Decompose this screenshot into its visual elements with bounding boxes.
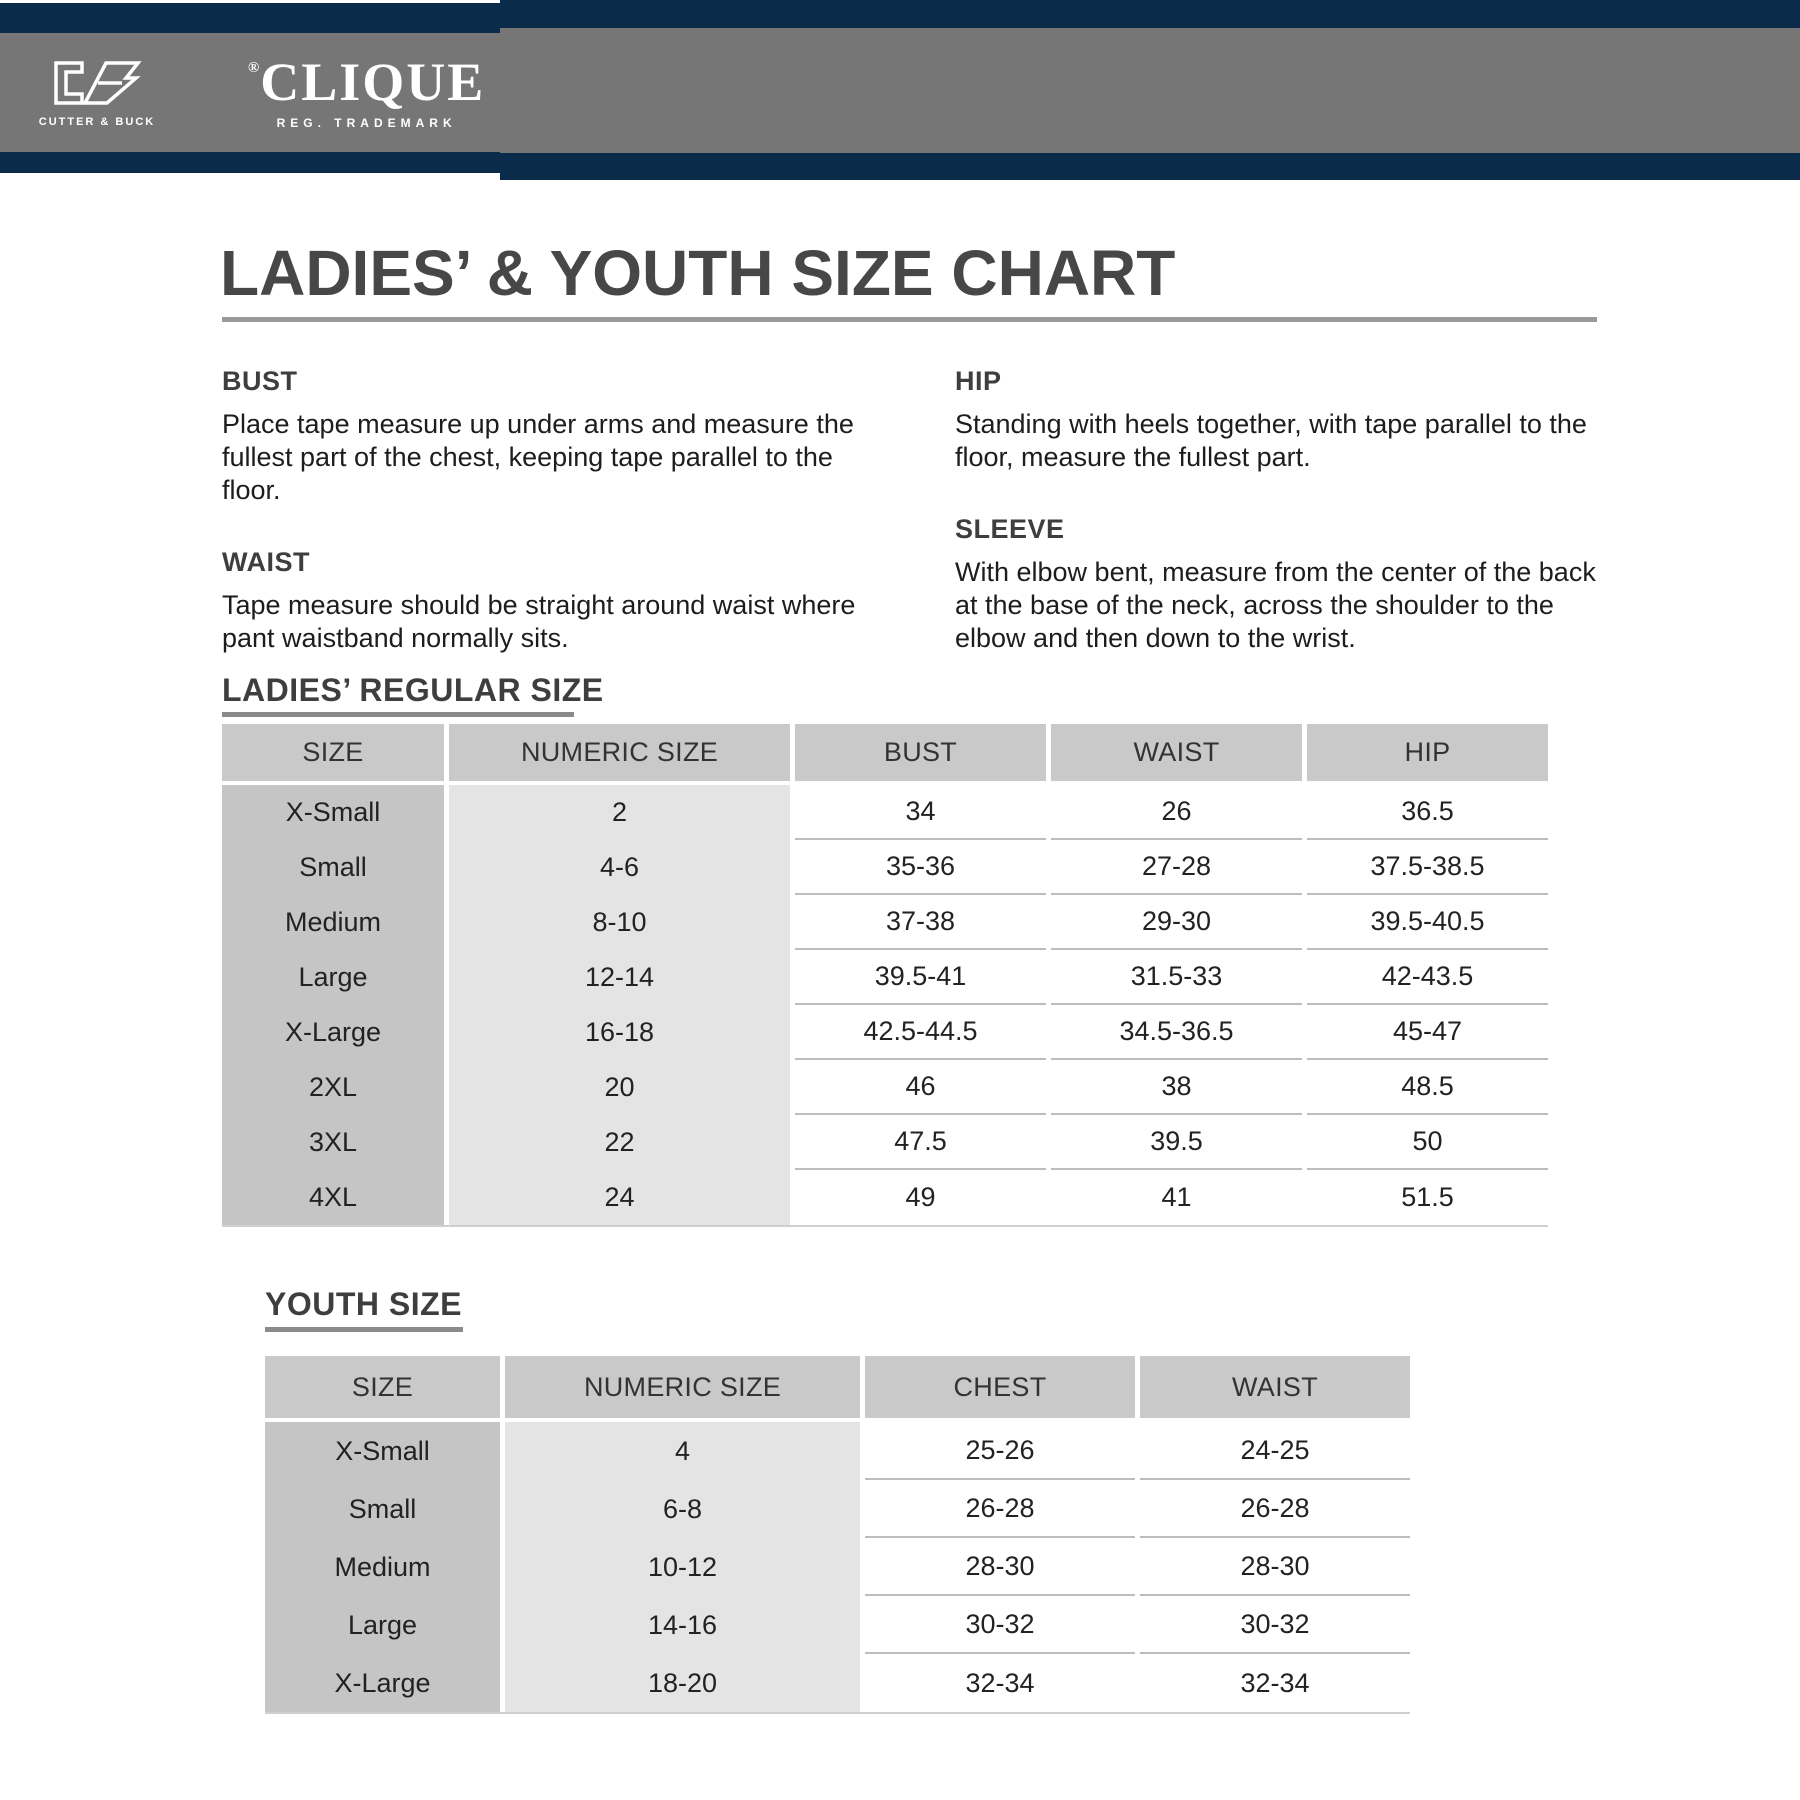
table-cell: Large	[222, 950, 444, 1005]
table-cell: 32-34	[865, 1654, 1135, 1712]
clique-logo	[248, 52, 486, 130]
youth-col-numeric-size: NUMERIC SIZE	[505, 1356, 860, 1422]
table-cell: Large	[265, 1596, 500, 1654]
gray-stripe	[500, 28, 1800, 153]
table-cell: 46	[795, 1060, 1046, 1115]
table-cell: 47.5	[795, 1115, 1046, 1170]
table-cell: X-Large	[265, 1654, 500, 1712]
table-cell: 30-32	[1140, 1596, 1410, 1654]
table-cell: 35-36	[795, 840, 1046, 895]
table-cell: 24	[449, 1170, 790, 1225]
clique-reg-trademark-label: REG. TRADEMARK	[276, 116, 457, 130]
waist-instruction	[222, 547, 887, 655]
title-underline	[222, 317, 1597, 322]
table-cell: 39.5-40.5	[1307, 895, 1548, 950]
hip-text: Standing with heels together, with tape parallel to the floor, measure the fullest part.	[955, 409, 1587, 472]
clique-word-text: CLIQUE	[260, 52, 486, 112]
table-cell: Small	[222, 840, 444, 895]
youth-col-waist: WAIST	[1140, 1356, 1410, 1422]
bust-heading: BUST	[222, 366, 298, 396]
table-cell: 48.5	[1307, 1060, 1548, 1115]
table-cell: X-Large	[222, 1005, 444, 1060]
table-cell: 4	[505, 1422, 860, 1480]
youth-size-table	[265, 1356, 1410, 1714]
table-cell: 41	[1051, 1170, 1302, 1225]
table-cell: 51.5	[1307, 1170, 1548, 1225]
table-cell: Small	[265, 1480, 500, 1538]
ladies-col-size: SIZE	[222, 724, 444, 785]
table-cell: 42.5-44.5	[795, 1005, 1046, 1060]
navy-stripe	[500, 0, 1800, 28]
table-cell: 4-6	[449, 840, 790, 895]
table-cell: 34	[795, 785, 1046, 840]
instructions-right-column	[955, 366, 1620, 655]
ladies-col-numeric-size: NUMERIC SIZE	[449, 724, 790, 785]
table-cell: X-Small	[265, 1422, 500, 1480]
waist-text: Tape measure should be straight around waist where pant waistband normally sits.	[222, 590, 856, 653]
table-cell: 30-32	[865, 1596, 1135, 1654]
bust-instruction	[222, 366, 887, 507]
page-title: LADIES’ & YOUTH SIZE CHART	[220, 237, 1176, 309]
table-cell: 24-25	[1140, 1422, 1410, 1480]
table-cell: 26	[1051, 785, 1302, 840]
table-cell: 38	[1051, 1060, 1302, 1115]
header-left-band	[0, 3, 500, 173]
hip-heading: HIP	[955, 366, 1002, 396]
table-cell: 2	[449, 785, 790, 840]
instructions-left-column	[222, 366, 887, 655]
table-cell: 39.5	[1051, 1115, 1302, 1170]
table-cell: 37.5-38.5	[1307, 840, 1548, 895]
table-cell: 42-43.5	[1307, 950, 1548, 1005]
ladies-heading-underline	[222, 712, 574, 717]
ladies-section-heading: LADIES’ REGULAR SIZE	[222, 672, 604, 708]
registered-symbol: ®	[248, 60, 260, 76]
table-cell: 37-38	[795, 895, 1046, 950]
table-cell: 50	[1307, 1115, 1548, 1170]
navy-stripe	[0, 3, 500, 33]
sleeve-instruction	[955, 514, 1620, 655]
navy-stripe	[0, 152, 500, 173]
table-cell: 20	[449, 1060, 790, 1115]
logo-band	[0, 33, 500, 152]
table-cell: 29-30	[1051, 895, 1302, 950]
youth-section-heading: YOUTH SIZE	[265, 1286, 463, 1322]
table-cell: X-Small	[222, 785, 444, 840]
table-cell: 16-18	[449, 1005, 790, 1060]
table-cell: 45-47	[1307, 1005, 1548, 1060]
table-cell: 8-10	[449, 895, 790, 950]
table-cell: 2XL	[222, 1060, 444, 1115]
table-cell: 28-30	[865, 1538, 1135, 1596]
table-cell: 26-28	[1140, 1480, 1410, 1538]
ladies-col-hip: HIP	[1307, 724, 1548, 785]
youth-col-chest: CHEST	[865, 1356, 1135, 1422]
cutter-buck-monogram-icon	[49, 57, 145, 109]
header-right-band	[500, 0, 1800, 180]
ladies-col-waist: WAIST	[1051, 724, 1302, 785]
table-cell: 4XL	[222, 1170, 444, 1225]
waist-heading: WAIST	[222, 547, 310, 577]
hip-instruction	[955, 366, 1620, 474]
bust-text: Place tape measure up under arms and measure the fullest part of the chest, keeping tape parallel to the floor.	[222, 409, 854, 505]
table-cell: 25-26	[865, 1422, 1135, 1480]
navy-stripe	[500, 153, 1800, 180]
table-cell: 14-16	[505, 1596, 860, 1654]
clique-wordmark	[248, 52, 486, 112]
table-cell: 26-28	[865, 1480, 1135, 1538]
sleeve-text: With elbow bent, measure from the center of the back at the base of the neck, across the shoulder to the elbow and then down to the wrist.	[955, 557, 1596, 653]
sleeve-heading: SLEEVE	[955, 514, 1065, 544]
table-cell: 31.5-33	[1051, 950, 1302, 1005]
cutter-buck-logo	[38, 57, 156, 128]
table-cell: 28-30	[1140, 1538, 1410, 1596]
ladies-col-bust: BUST	[795, 724, 1046, 785]
table-cell: 10-12	[505, 1538, 860, 1596]
table-cell: 6-8	[505, 1480, 860, 1538]
table-cell: 34.5-36.5	[1051, 1005, 1302, 1060]
table-cell: 27-28	[1051, 840, 1302, 895]
table-cell: 36.5	[1307, 785, 1548, 840]
table-cell: Medium	[222, 895, 444, 950]
table-cell: Medium	[265, 1538, 500, 1596]
cutter-buck-wordmark: CUTTER & BUCK	[38, 116, 156, 128]
youth-heading-underline	[265, 1327, 463, 1332]
table-cell: 18-20	[505, 1654, 860, 1712]
table-cell: 3XL	[222, 1115, 444, 1170]
youth-col-size: SIZE	[265, 1356, 500, 1422]
table-cell: 32-34	[1140, 1654, 1410, 1712]
table-cell: 49	[795, 1170, 1046, 1225]
table-cell: 12-14	[449, 950, 790, 1005]
table-cell: 22	[449, 1115, 790, 1170]
table-cell: 39.5-41	[795, 950, 1046, 1005]
ladies-size-table	[222, 724, 1548, 1227]
